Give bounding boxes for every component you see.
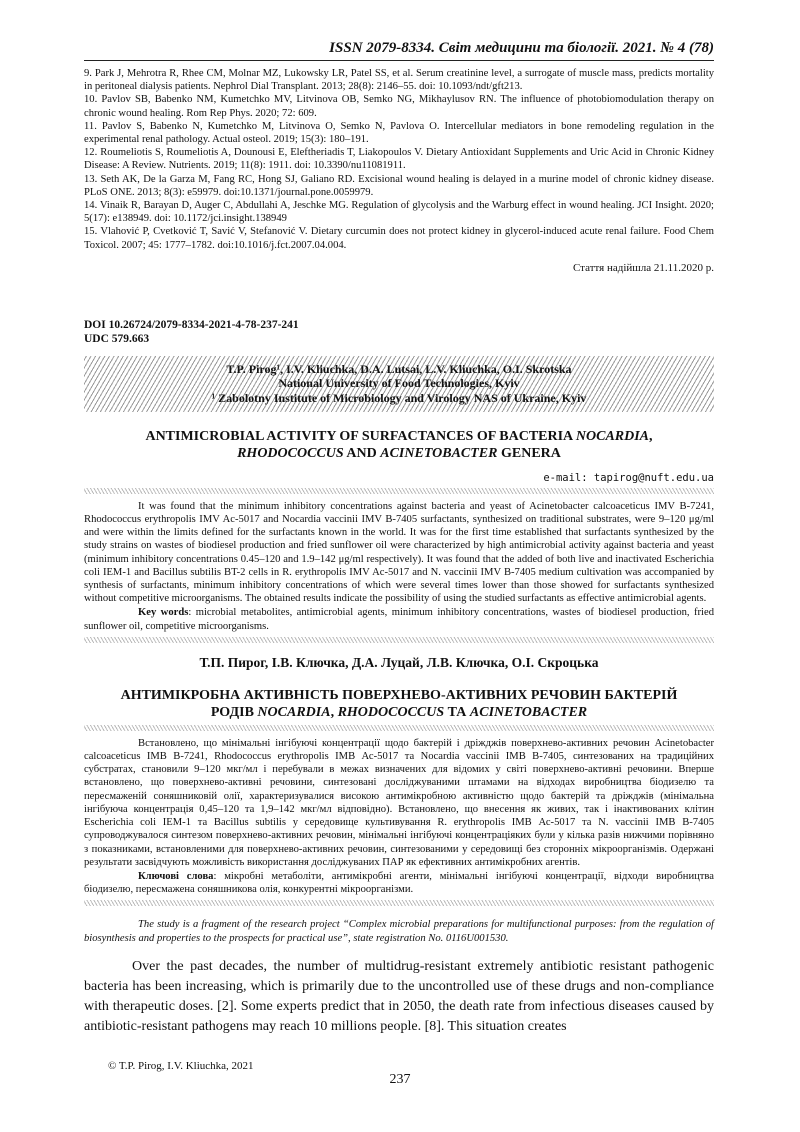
affiliation: National University of Food Technologies, Kyiv <box>278 376 520 391</box>
title-genus: NOCARDIA <box>257 704 331 720</box>
running-head: ISSN 2079-8334. Світ медицини та біології. 2021. № 4 (78) <box>84 40 714 61</box>
title-text: РОДІВ <box>210 704 258 720</box>
contact-email[interactable]: e-mail: tapirog@nuft.edu.ua <box>543 471 714 484</box>
divider <box>84 637 714 643</box>
title-genus: ACINETOBACTER <box>380 445 498 461</box>
authors-band <box>84 356 714 412</box>
keywords-label: Key words <box>138 607 189 619</box>
doi: DOI 10.26724/2079-8334-2021-4-78-237-241 <box>84 318 299 331</box>
abstract-text: It was found that the minimum inhibitory concentrations against bacteria and yeast of Acinetobacter calcoaceticus IMV B-7241, Rhodococcus erythropolis IMV Ac-5017 and Nocardia vaccinii IMV B-7405 surfactants, synthesized on traditional substrates, were 9–120 μg/ml and were within the limits defined for the surfactants known in the world. It was for the first time established that surfactants synthesized by the study strains on wastes of biodiesel production and fried sunflower oil were characterized by high antimicrobial activity against bacteria and yeast (minimum inhibitory concentrations 0.45–120 and 1.9–142 μg/ml respectively). It was found that the added of both live and inactivated Escherichia coli IEM-1 and Bacillus subtilis BT-2 cells in R. erythropolis IMV Ac-5017 and N. vaccinii IMV B-7405 medium cultivation was accompanied by synthesis of surfactants, minimum inhibitory concentrations of which were several times lower than those showed for surfactants synthesized without competitive microorganisms. The obtained results indicate the possibility of using the studied surfactants as effective antimicrobial agents. <box>84 500 714 605</box>
reference-item: 9. Park J, Mehrotra R, Rhee CM, Molnar MZ, Lukowsky LR, Patel SS, et al. Serum creatinine level, a surrogate of muscle mass, predicts mortality in peritoneal dialysis patients. Nephrol Dial Transplant. 2013; 28(8): 2146–55. doi: 10.1093/ndt/gft213. <box>84 68 714 93</box>
title-text: , <box>649 428 653 444</box>
article-title-en <box>84 428 714 462</box>
abstract-uk <box>84 737 714 896</box>
page-number: 237 <box>389 1072 411 1087</box>
divider <box>84 900 714 906</box>
title-text: , <box>330 704 338 720</box>
reference-item: 13. Seth AK, De la Garza M, Fang RC, Hong SJ, Galiano RD. Excisional wound healing is delayed in a murine model of chronic kidney disease. PLoS ONE. 2013; 8(3): e59979. doi:10.1371/journal.pone.0059979. <box>84 173 714 198</box>
title-text: GENERA <box>497 445 561 461</box>
affiliation: ¹ Zabolotny Institute of Microbiology and Virology NAS of Ukraine, Kyiv <box>211 390 587 405</box>
reference-item: 12. Roumeliotis S, Roumeliotis A, Dounousi E, Eleftheriadis T, Liakopoulos V. Dietary Antioxidant Supplements and Uric Acid in Chronic Kidney Disease: A Review. Nutrients. 2019; 11(8): 1911. doi: 10.3390/nu11081911. <box>84 147 714 172</box>
project-note: The study is a fragment of the research project “Complex microbial preparations for multifunctional purposes: from the regulation of biosynthesis and properties to the prospects for practical use”, state registration No. 0116U001530. <box>84 919 714 944</box>
article-title-uk <box>84 687 714 721</box>
keywords-text: : microbial metabolites, antimicrobial agents, minimum inhibitory concentrations, wastes of biodiesel production, fried sunflower oil, competitive microorganisms. <box>84 607 714 632</box>
reference-item: 14. Vinaik R, Barayan D, Auger C, Abdullahi A, Jeschke MG. Regulation of glycolysis and the Warburg effect in wound healing. JCI Insight. 2020; 5(17): e138949. doi: 10.1172/jci.insight.138949 <box>84 200 714 225</box>
body-paragraph: Over the past decades, the number of multidrug-resistant extremely antibiotic resistant pathogenic bacteria has been increasing, which is primarily due to the uncontrolled use of these drugs and non-compliance with therapeutic doses. [2]. Some experts predict that in 2050, the death rate from infectious diseases caused by antibiotic-resistant pathogens may reach 10 millions people. [8]. This situation creates <box>84 958 714 1034</box>
abstract-text: Встановлено, що мінімальні інгібуючі концентрації щодо бактерій і дріжджів поверхнево-активних речовин Acinetobacter calcoaceticus ІМВ В-7241, Rhodococcus erythropolis ІМВ Ас-5017 та Nocardia vaccinii ІМВ В-7405, синтезованих на традиційних субстратах, становили 9–120 мкг/мл і перебували в межах визначених для відомих у світі поверхнево-активні речовини. Вперше встановлено, що поверхнево-активні речовини, синтезовані досліджуваними штамами на відходах виробництва біодизелю та пересмаженій соняшниковій олії, характеризувалися високою антимікробною активністю щодо бактерій та дріжджів (мінімальна інгібуюча концентрація 0,45–120 та 1,9–142 мкг/мл відповідно). Встановлено, що внесення як живих, так і інактивованих клітин Escherichia coli IEM-1 та Bacillus subtilis у середовище культивування R. erythropolis ІМВ Ас-5017 та N. vaccinii ІМВ В-7405 супроводжувалося синтезом поверхнево-активних речовин, мінімальні інгібуючі концентраціяких були у кілька разів нижчими порівняно з показниками, встановленими для поверхнево-активних речовин, синтезованими у середовищі без сторонніх мікроорганізмів. Одержані результати засвідчують можливість використання досліджуваних ПАР як ефективних антимікробних агентів. <box>84 737 714 868</box>
authors-uk: Т.П. Пирог, І.В. Ключка, Д.А. Луцай, Л.В. Ключка, О.І. Скроцька <box>199 654 599 670</box>
title-genus: RHODOCOCCUS <box>237 445 344 461</box>
keywords <box>84 870 714 896</box>
reference-item: 11. Pavlov S, Babenko N, Kumetchko M, Litvinova O, Semko N, Pavlova O. Intercellular mediators in bone remodeling regulation in the experimental renal pathology. Actual osteol. 2019; 15(3): 180–191. <box>84 120 714 146</box>
abstract-en <box>84 500 714 633</box>
divider <box>84 488 714 494</box>
copyright: © T.P. Pirog, I.V. Kliuchka, 2021 <box>108 1060 254 1072</box>
title-text: ТА <box>444 704 470 720</box>
title-text: АНТИМІКРОБНА АКТИВНІСТЬ ПОВЕРХНЕВО-АКТИВНИХ РЕЧОВИН БАКТЕРІЙ <box>120 687 678 703</box>
keywords <box>84 606 714 632</box>
article-page <box>84 40 714 1037</box>
received-date: Стаття надійшла 21.11.2020 р. <box>572 261 714 274</box>
title-text: ANTIMICROBIAL ACTIVITY OF SURFACTANCES OF BACTERIA <box>145 428 576 444</box>
title-genus: RHODOCOCCUS <box>337 704 445 720</box>
title-text: AND <box>343 445 381 461</box>
reference-item: 10. Pavlov SB, Babenko NM, Kumetchko MV, Litvinova OB, Semko NG, Mikhaylusov RN. The influence of photobiomodulation therapy on chronic wound healing. Rom Rep Phys. 2020; 72: 609. <box>84 94 714 119</box>
reference-list <box>84 67 714 252</box>
divider <box>84 725 714 731</box>
keywords-label: Ключові слова <box>138 870 214 882</box>
title-genus: ACINETOBACTER <box>469 704 588 720</box>
udc: UDC 579.663 <box>84 332 150 345</box>
reference-item: 15. Vlahović P, Cvetković T, Savić V, Stefanović V. Dietary curcumin does not protect kidney in glycerol-induced acute renal failure. Food Chem Toxicol. 2007; 45: 1777–1782. doi:10.1016/j.fct.2007.04.004. <box>84 226 714 251</box>
keywords-text: : мікробні метаболіти, антимікробні агенти, мінімальні інгібуючі концентрації, відходи виробництва біодизелю, пересмажена соняшникова олія, конкурентні мікроорганізми. <box>84 870 714 896</box>
author-names: T.P. Pirog¹, I.V. Kliuchka, D.A. Lutsai, L.V. Kliuchka, O.I. Skrotska <box>226 361 572 376</box>
doi-block <box>84 318 714 346</box>
title-genus: NOCARDIA <box>575 428 650 444</box>
